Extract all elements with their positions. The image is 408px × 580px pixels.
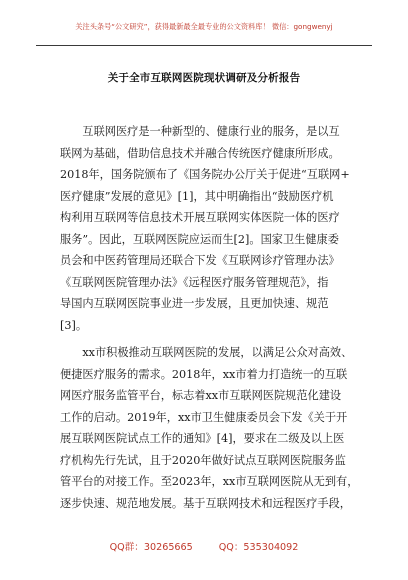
document-title: 关于全市互联网医院现状调研及分析报告	[107, 72, 301, 84]
paragraph-line: 2018年，国务院颁布了《国务院办公厅关于促进“互联网+	[60, 168, 350, 181]
paragraph-1	[60, 121, 352, 336]
paragraph-line: 互联网医疗是一种新型的、健康行业的服务，是以互	[60, 125, 340, 138]
footer-qq-group: QQ群：30265665	[109, 542, 193, 553]
footer-qq: QQ：535304092	[218, 542, 299, 553]
paragraph-line: 员会和中医药管理局还联合下发《互联网诊疗管理办法》	[60, 254, 340, 267]
paragraph-line: 便捷医疗服务的需求。2018年，xx市着力打造统一的互联	[60, 367, 348, 381]
paragraph-line: 网医疗服务监管平台，标志着xx市互联网医院规范化建设	[60, 389, 342, 402]
paragraph-line: 联网为基础，借助信息技术并融合传统医疗健康所形成。	[60, 146, 340, 160]
header-divider	[36, 45, 372, 46]
paragraph-line: 展互联网医院试点工作的通知》[4]，要求在二级及以上医	[60, 432, 345, 445]
header-note: 关注头条号“公文研究”，获得最新最全最专业的公文资料库！ 微信：gongwenyj	[75, 22, 333, 31]
paragraph-line: 服务”。因此，互联网医院应运而生[2]。国家卫生健康委	[60, 232, 339, 246]
paragraph-line: 《互联网医院管理办法》《远程医疗服务管理规范》，指	[60, 275, 329, 289]
paragraph-line: 疗机构先行先试，且于2020年做好试点互联网医院服务监	[60, 453, 346, 467]
paragraph-line: 导国内互联网医院事业进一步发展，且更加快速、规范	[60, 297, 329, 310]
paragraph-line: 构利用互联网等信息技术开展互联网实体医院一体的医疗	[60, 211, 340, 224]
paragraph-line: xx市积极推动互联网医院的发展，以满足公众对高效、	[60, 346, 353, 359]
paragraph-line: [3]。	[60, 318, 88, 332]
paragraph-line: 工作的启动。2019年，xx市卫生健康委员会下发《关于开	[60, 410, 348, 424]
paragraph-line: 医疗健康”发展的意见》[1]，其中明确指出“鼓励医疗机	[60, 189, 334, 203]
paragraph-2	[60, 342, 359, 514]
paragraph-line: 管平台的对接工作。至2023年，xx市互联网医院从无到有，	[60, 475, 359, 488]
footer-contacts	[0, 539, 408, 553]
paragraph-line: 逐步快速、规范地发展。基于互联网技术和远程医疗手段，	[60, 496, 351, 510]
